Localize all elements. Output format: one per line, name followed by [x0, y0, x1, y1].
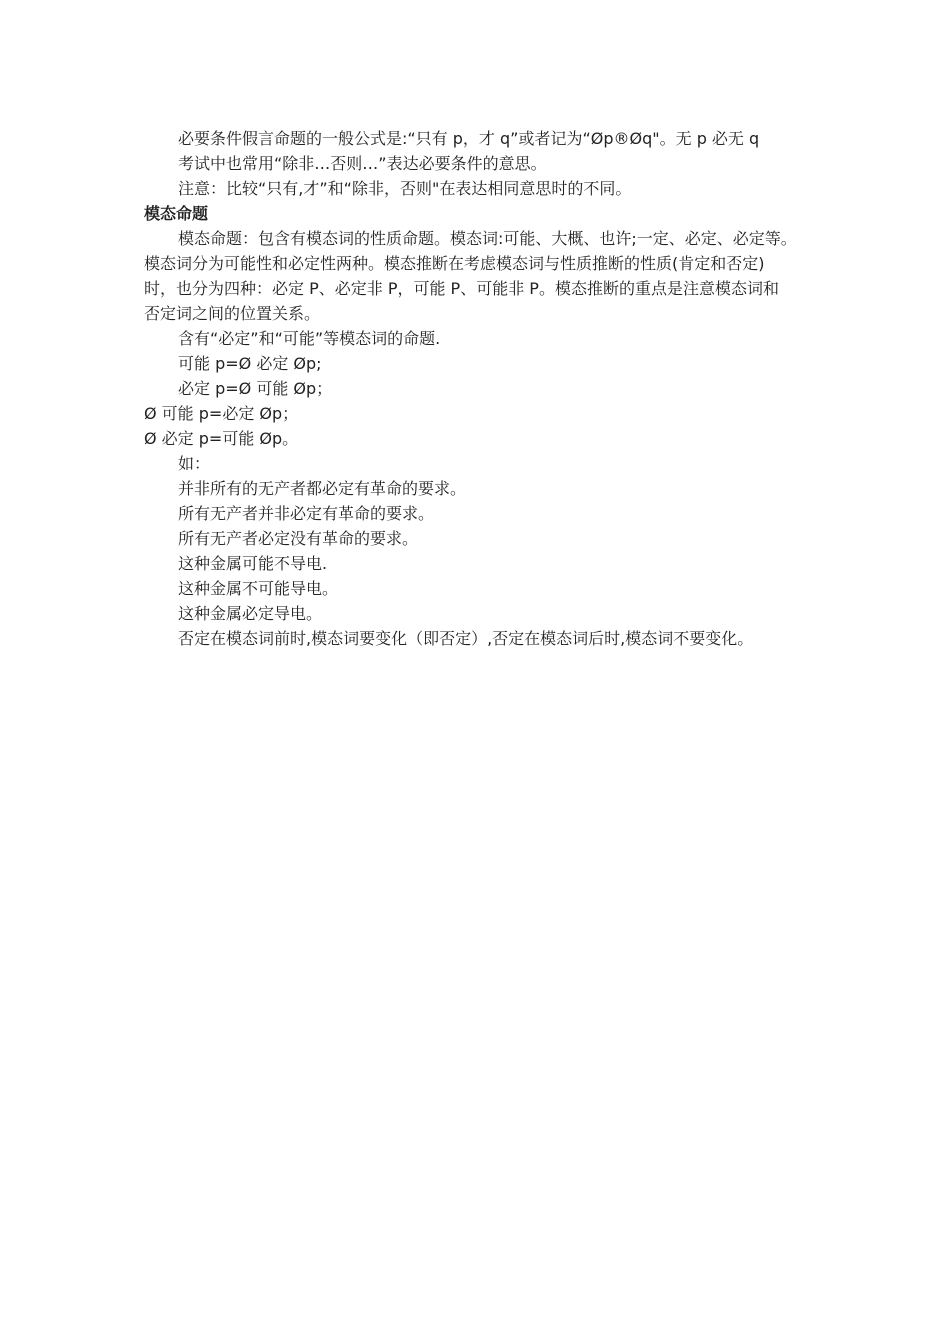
formula-line: Ø 可能 p=必定 Øp； — [144, 404, 299, 423]
section-heading: 模态命题 — [144, 204, 209, 223]
paragraph-line: 如： — [178, 454, 211, 473]
example-line: 所有无产者必定没有革命的要求。 — [178, 529, 419, 548]
paragraph-line: 必要条件假言命题的一般公式是:“只有 p，才 q”或者记为“Øp®Øq"。无 p 必无 q — [178, 129, 760, 148]
formula-line: Ø 必定 p=可能 Øp。 — [144, 429, 299, 448]
paragraph-line: 注意：比较“只有,才”和“除非，否则"在表达相同意思时的不同。 — [178, 179, 632, 198]
example-line: 并非所有的无产者都必定有革命的要求。 — [178, 479, 467, 498]
paragraph-line: 考试中也常用“除非…否则…”表达必要条件的意思。 — [178, 154, 547, 173]
paragraph-line: 含有“必定”和“可能”等模态词的命题. — [178, 329, 441, 348]
formula-line: 必定 p=Ø 可能 Øp； — [178, 379, 333, 398]
paragraph-line: 否定词之间的位置关系。 — [144, 304, 321, 323]
paragraph-line: 时，也分为四种：必定 P、必定非 P，可能 P、可能非 P。模态推断的重点是注意模态词和 — [144, 279, 779, 298]
paragraph-line: 模态命题：包含有模态词的性质命题。模态词:可能、大概、也许;一定、必定、必定等。 — [178, 229, 797, 248]
example-line: 这种金属不可能导电。 — [178, 579, 339, 598]
paragraph-line: 模态词分为可能性和必定性两种。模态推断在考虑模态词与性质推断的性质(肯定和否定) — [144, 254, 765, 273]
example-line: 所有无产者并非必定有革命的要求。 — [178, 504, 435, 523]
formula-line: 可能 p=Ø 必定 Øp; — [178, 354, 322, 373]
example-line: 这种金属可能不导电. — [178, 554, 328, 573]
paragraph-line: 否定在模态词前时,模态词要变化（即否定）,否定在模态词后时,模态词不要变化。 — [178, 629, 754, 648]
document-body — [144, 126, 824, 651]
example-line: 这种金属必定导电。 — [178, 604, 323, 623]
